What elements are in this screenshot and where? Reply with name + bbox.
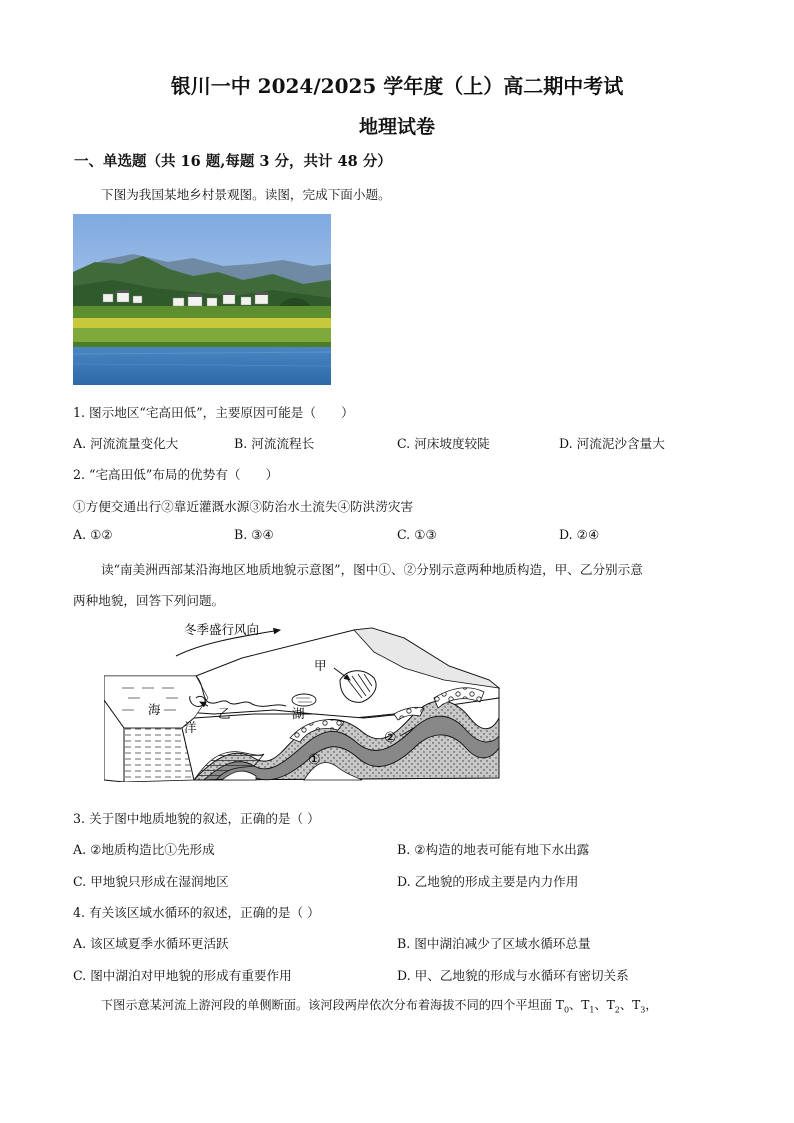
q4-option-c[interactable]: C. 图中湖泊对甲地貌的形成有重要作用 [73, 968, 292, 983]
wind-direction-label: 冬季盛行风向 [184, 622, 260, 637]
q1-option-d[interactable]: D. 河流泥沙含量大 [559, 436, 665, 451]
intro-paragraph-3 [101, 996, 658, 1014]
t0-subscript: 0 [563, 1005, 570, 1015]
geology-block-diagram [104, 618, 506, 782]
q1-option-b[interactable]: B. 河流流程长 [234, 436, 315, 451]
label-jia: 甲 [314, 658, 327, 673]
t3-subscript: 3 [640, 1005, 646, 1015]
t1-subscript: 1 [589, 1005, 595, 1015]
label-structure-1: ① [308, 752, 321, 768]
intro-3-text: 下图示意某河流上游河段的单侧断面。该河段两岸依次分布着海拔不同的四个平坦面 T [101, 998, 564, 1012]
label-structure-2: ② [384, 730, 397, 746]
t2-subscript: 2 [614, 1005, 620, 1015]
intro-3-tail: ， [645, 998, 658, 1012]
q3-option-b[interactable]: B. ②构造的地表可能有地下水出露 [397, 842, 590, 857]
q4-option-a[interactable]: A. 该区域夏季水循环更活跃 [73, 936, 229, 951]
q3-option-d[interactable]: D. 乙地貌的形成主要是内力作用 [397, 874, 579, 889]
q2-option-b[interactable]: B. ③④ [234, 527, 274, 542]
rural-landscape-photo [73, 214, 331, 385]
intro-3-sep-1: 、T [569, 998, 590, 1012]
section-heading: 一、单选题（共 16 题,每题 3 分，共计 48 分） [74, 153, 392, 170]
q4-option-b[interactable]: B. 图中湖泊减少了区域水循环总量 [397, 936, 591, 951]
q4-option-d[interactable]: D. 甲、乙地貌的形成与水循环有密切关系 [397, 968, 629, 983]
q1-stem: 1. 图示地区“宅高田低”，主要原因可能是（ ） [73, 405, 354, 420]
intro-paragraph-2-line1: 读“南美洲西部某沿海地区地质地貌示意图”，图中①、②分别示意两种地质构造，甲、乙分别示意 [101, 562, 643, 577]
intro-paragraph-2-line2: 两种地貌，回答下列问题。 [73, 593, 225, 608]
q1-option-a[interactable]: A. 河流流量变化大 [73, 436, 179, 451]
q2-option-a[interactable]: A. ①② [73, 527, 113, 542]
label-hai: 海 [148, 702, 161, 717]
exam-title: 银川一中 2024/2025 学年度（上）高二期中考试 [170, 74, 624, 98]
q2-stem: 2. “宅高田低”布局的优势有（ ） [73, 467, 279, 482]
label-yi: 乙 [218, 706, 231, 721]
q3-stem: 3. 关于图中地质地貌的叙述，正确的是（ ） [73, 811, 320, 826]
q3-option-a[interactable]: A. ②地质构造比①先形成 [73, 842, 215, 857]
q4-stem: 4. 有关该区域水循环的叙述，正确的是（ ） [73, 905, 320, 920]
q2-option-d[interactable]: D. ②④ [559, 527, 600, 542]
q1-option-c[interactable]: C. 河床坡度较陡 [397, 436, 490, 451]
label-hu: 湖 [292, 706, 305, 721]
q2-option-c[interactable]: C. ①③ [397, 527, 437, 542]
intro-paragraph-1: 下图为我国某地乡村景观图。读图，完成下面小题。 [101, 187, 391, 202]
label-yang: 洋 [184, 720, 197, 735]
intro-3-sep-2: 、T [594, 998, 615, 1012]
q3-option-c[interactable]: C. 甲地貌只形成在湿润地区 [73, 874, 229, 889]
intro-3-sep-3: 、T [619, 998, 641, 1012]
q2-statements: ①方便交通出行②靠近灌溉水源③防治水土流失④防洪涝灾害 [73, 499, 414, 514]
exam-subtitle: 地理试卷 [358, 116, 435, 138]
